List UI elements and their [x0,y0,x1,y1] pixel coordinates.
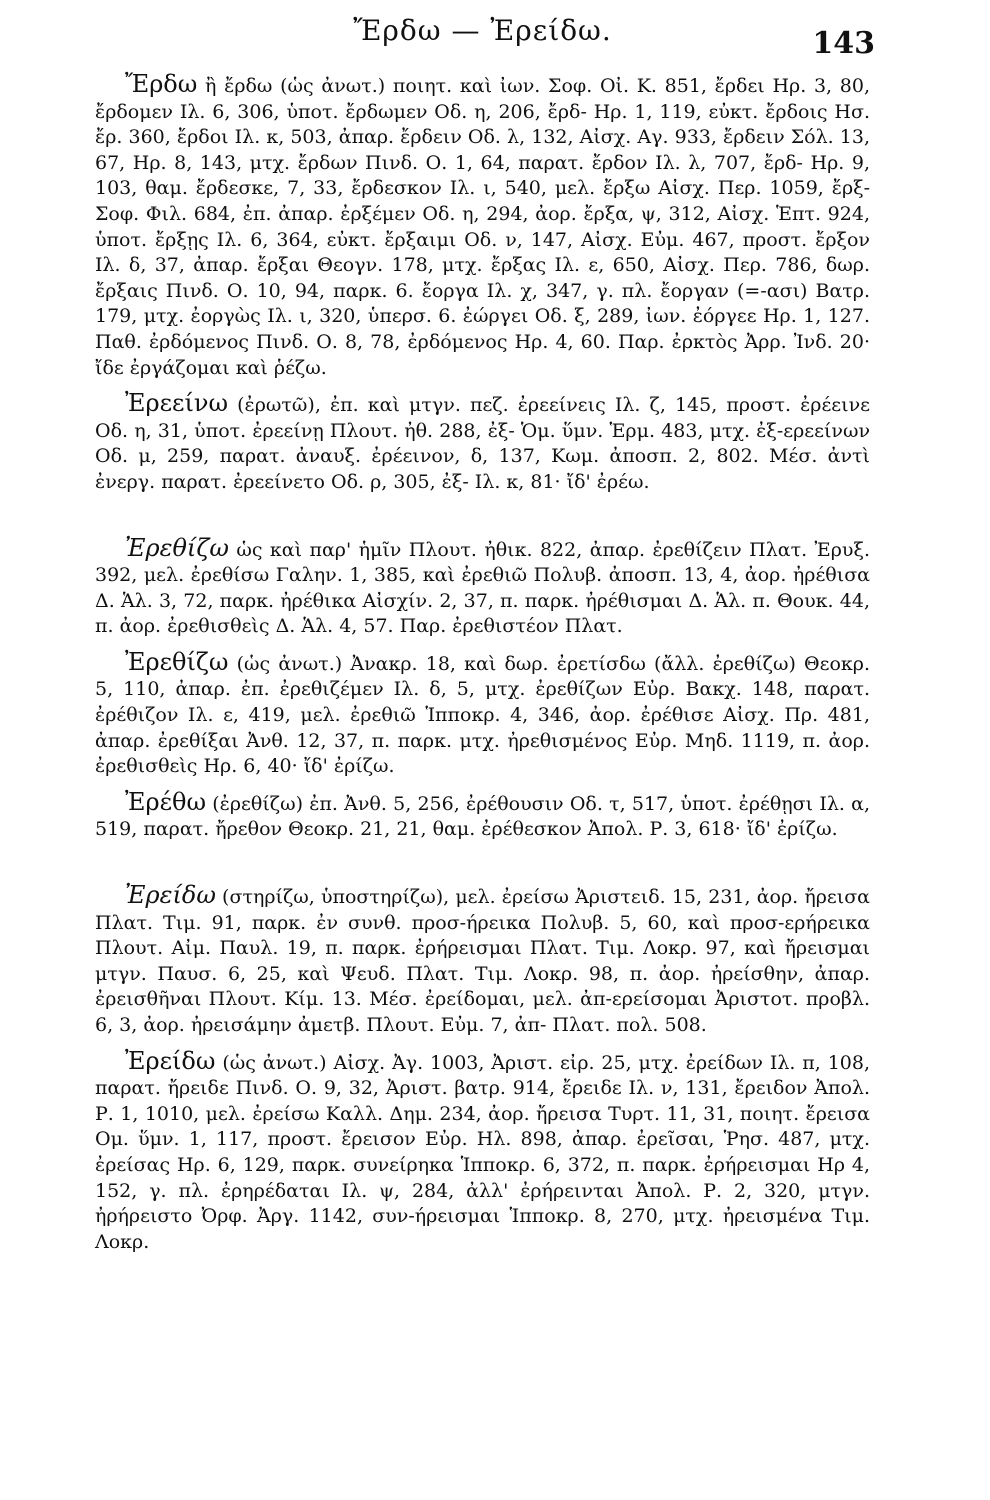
entry-text: (ἐρεθίζω) ἐπ. Ἀνθ. 5, 256, ἐρέθουσιν Οδ. τ, 517, ὑποτ. ἐρέθῃσι Ιλ. α, 519, παρατ. ἤρεθον Θεοκρ. 21, 21, θαμ. ἐρέθεσκον Ἀπολ. Ρ. 3, 618· ἴδ' ἐρίζω. [95,792,870,841]
entry-text: ὡς καὶ παρ' ἡμῖν Πλουτ. ἠθικ. 822, ἀπαρ. ἐρεθίζειν Πλατ. Ἐρυξ. 392, μελ. ἐρεθίσω Γαλην. 1, 385, καὶ ἐρεθιῶ Πολυβ. ἀποσπ. 13, 4, ἀορ. ἠρέθισα Δ. Ἁλ. 3, 72, παρκ. ἠρέθικα Αἰσχίν. 2, 37, π. παρκ. ἠρέθισμαι Δ. Ἁλ. π. Θουκ. 44, π. ἀορ. ἐρεθισθεὶς Δ. Ἁλ. 4, 57. Παρ. ἐρεθιστέον Πλατ. [95,538,870,638]
lemma: Ἐρεθίζω [125,533,229,562]
entry-erethizo [95,533,870,640]
lemma: Ἐρείδω [125,881,216,910]
entry-text: (ἐρωτῶ), ἐπ. καὶ μτγν. πεζ. ἐρεείνεις Ιλ. ζ, 145, προστ. ἐρέεινε Οδ. η, 31, ὑποτ. ἐρεείνῃ Πλουτ. ἠθ. 288, ἐξ- Ὁμ. ὕμν. Ἑρμ. 483, μτχ. ἐξ-ερεείνων Οδ. μ, 259, παρατ. ἀναυξ. ἐρέεινον, δ, 137, Κωμ. ἀποσπ. 2, 802. Μέσ. ἀντὶ ἐνεργ. παρατ. ἐρεείνετο Οδ. ρ, 305, ἐξ- Ιλ. κ, 81· ἴδ' ἐρέω. [95,394,870,493]
page-number: 143 [812,26,875,61]
entry-eretho [95,787,870,843]
lemma: Ἐρείδω [125,1046,216,1075]
lemma: Ἔρδω [125,70,198,98]
entry-text: (ὡς ἀνωτ.) Ἀνακρ. 18, καὶ δωρ. ἐρετίσδω (ἄλλ. ἐρεθίζω) Θεοκρ. 5, 110, ἀπαρ. ἐπ. ἐρεθιζέμεν Ιλ. δ, 5, μτχ. ἐρεθίζων Εὐρ. Βακχ. 148, παρατ. ἐρέθιζον Ιλ. ε, 419, μελ. ἐρεθιῶ Ἱπποκρ. 4, 346, ἀορ. ἐρέθισε Αἰσχ. Πρ. 481, ἀπαρ. ἐρεθίξαι Ἀνθ. 12, 37, π. παρκ. μτχ. ἠρεθισμένος Εὐρ. Μηδ. 1119, π. ἀορ. ἐρεθισθεὶς Ηρ. 6, 40· ἴδ' ἐρίζω. [95,652,870,778]
lemma: Ἐρέθω [125,787,207,816]
entry-erdo [95,72,870,381]
entry-text: (στηρίζω, ὑποστηρίζω), μελ. ἐρείσω Ἀριστειδ. 15, 231, ἀορ. ἤρεισα Πλατ. Τιμ. 91, παρκ. ἐν συνθ. προσ-ήρεικα Πολυβ. 5, 60, καὶ προσ-ερήρεικα Πλουτ. Αἰμ. Παυλ. 19, π. παρκ. ἐρήρεισμαι Πλατ. Τιμ. Λοκρ. 97, καὶ ἤρεισμαι μτγν. Παυσ. 6, 25, καὶ Ψευδ. Πλατ. Τιμ. Λοκρ. 98, π. ἀορ. ἠρείσθην, ἀπαρ. ἐρεισθῆναι Πλουτ. Κίμ. 13. Μέσ. ἐρείδομαι, μελ. ἀπ-ερείσομαι Ἀριστοτ. προβλ. 6, 3, ἀορ. ἠρεισάμην ἀμετβ. Πλουτ. Εὐμ. 7, ἀπ- Πλατ. πολ. 508. [95,886,870,1036]
entry-ereido-poetic [95,1046,870,1256]
entry-erethizo-poetic [95,647,870,780]
running-head: Ἔρδω — Ἐρείδω. [353,14,612,47]
lemma: Ἐρεθίζω [125,647,229,676]
lemma: Ἐρεείνω [125,389,229,418]
entry-ereido [95,883,870,1039]
entry-text: (ὡς ἀνωτ.) Αἰσχ. Ἀγ. 1003, Ἀριστ. εἰρ. 25, μτχ. ἐρείδων Ιλ. π, 108, παρατ. ἤρειδε Πινδ. Ο. 9, 32, Ἀριστ. βατρ. 914, ἔρειδε Ιλ. ν, 131, ἔρειδον Ἀπολ. Ρ. 1, 1010, μελ. ἐρείσω Καλλ. Δημ. 234, ἀορ. ἤρεισα Τυρτ. 11, 31, ποιητ. ἔρεισα Ομ. ὕμν. 1, 117, προστ. ἔρεισον Εὐρ. Ηλ. 898, ἀπαρ. ἐρεῖσαι, Ῥησ. 487, μτχ. ἐρείσας Ηρ. 6, 129, παρκ. συνείρηκα Ἱπποκρ. 6, 372, π. παρκ. ἐρήρεισμαι Ηρ 4, 152, γ. πλ. ἐρηρέδαται Ιλ. ψ, 284, ἀλλ' ἐρήρεινται Ἀπολ. Ρ. 2, 320, μτγν. ἠρήρειστο Ὀρφ. Ἀργ. 1142, συν-ήρεισμαι Ἱπποκρ. 8, 270, μτχ. ἠρεισμένα Τιμ. Λοκρ. [95,1051,870,1253]
entry-text: ἢ ἔρδω (ὡς ἀνωτ.) ποιητ. καὶ ἰων. Σοφ. Οἰ. Κ. 851, ἔρδει Ηρ. 3, 80, ἔρδομεν Ιλ. 6, 306, ὑποτ. ἔρδωμεν Οδ. η, 206, ἔρδ- Ηρ. 1, 119, εὐκτ. ἔρδοις Ησ. ἔρ. 360, ἔρδοι Ιλ. κ, 503, ἀπαρ. ἔρδειν Οδ. λ, 132, Αἰσχ. Αγ. 933, ἔρδειν Σόλ. 13, 67, Ηρ. 8, 143, μτχ. ἔρδων Πινδ. Ο. 1, 64, παρατ. ἔρδον Ιλ. λ, 707, ἔρδ- Ηρ. 9, 103, θαμ. ἔρδεσκε, 7, 33, ἔρδεσκον Ιλ. ι, 540, μελ. ἔρξω Αἰσχ. Περ. 1059, ἔρξ- Σοφ. Φιλ. 684, ἐπ. ἀπαρ. ἐρξέμεν Οδ. η, 294, ἀορ. ἔρξα, ψ, 312, Αἰσχ. Ἑπτ. 924, ὑποτ. ἔρξῃς Ιλ. 6, 364, εὐκτ. ἔρξαιμι Οδ. ν, 147, Αἰσχ. Εὐμ. 467, προστ. ἔρξον Ιλ. δ, 37, ἀπαρ. ἔρξαι Θεογν. 178, μτχ. ἔρξας Ιλ. ε, 650, Αἰσχ. Περ. 786, δωρ. ἔρξαις Πινδ. Ο. 10, 94, παρκ. 6. ἔοργα Ιλ. χ, 347, γ. πλ. ἔοργαν (=-ασι) Βατρ. 179, μτχ. ἐοργὼς Ιλ. ι, 320, ὑπερσ. 6. ἐώργει Οδ. ξ, 289, ἰων. ἐόργεε Ηρ. 1, 127. Παθ. ἐρδόμενος Πινδ. Ο. 8, 78, ἐρδόμενος Ηρ. 4, 60. Παρ. ἐρκτὸς Ἀρρ. Ἰνδ. 20· ἴδε ἐργάζομαι καὶ ῥέζω. [95,75,870,379]
entries [95,70,870,1255]
page-header [95,0,875,70]
entry-ereeino [95,391,870,495]
